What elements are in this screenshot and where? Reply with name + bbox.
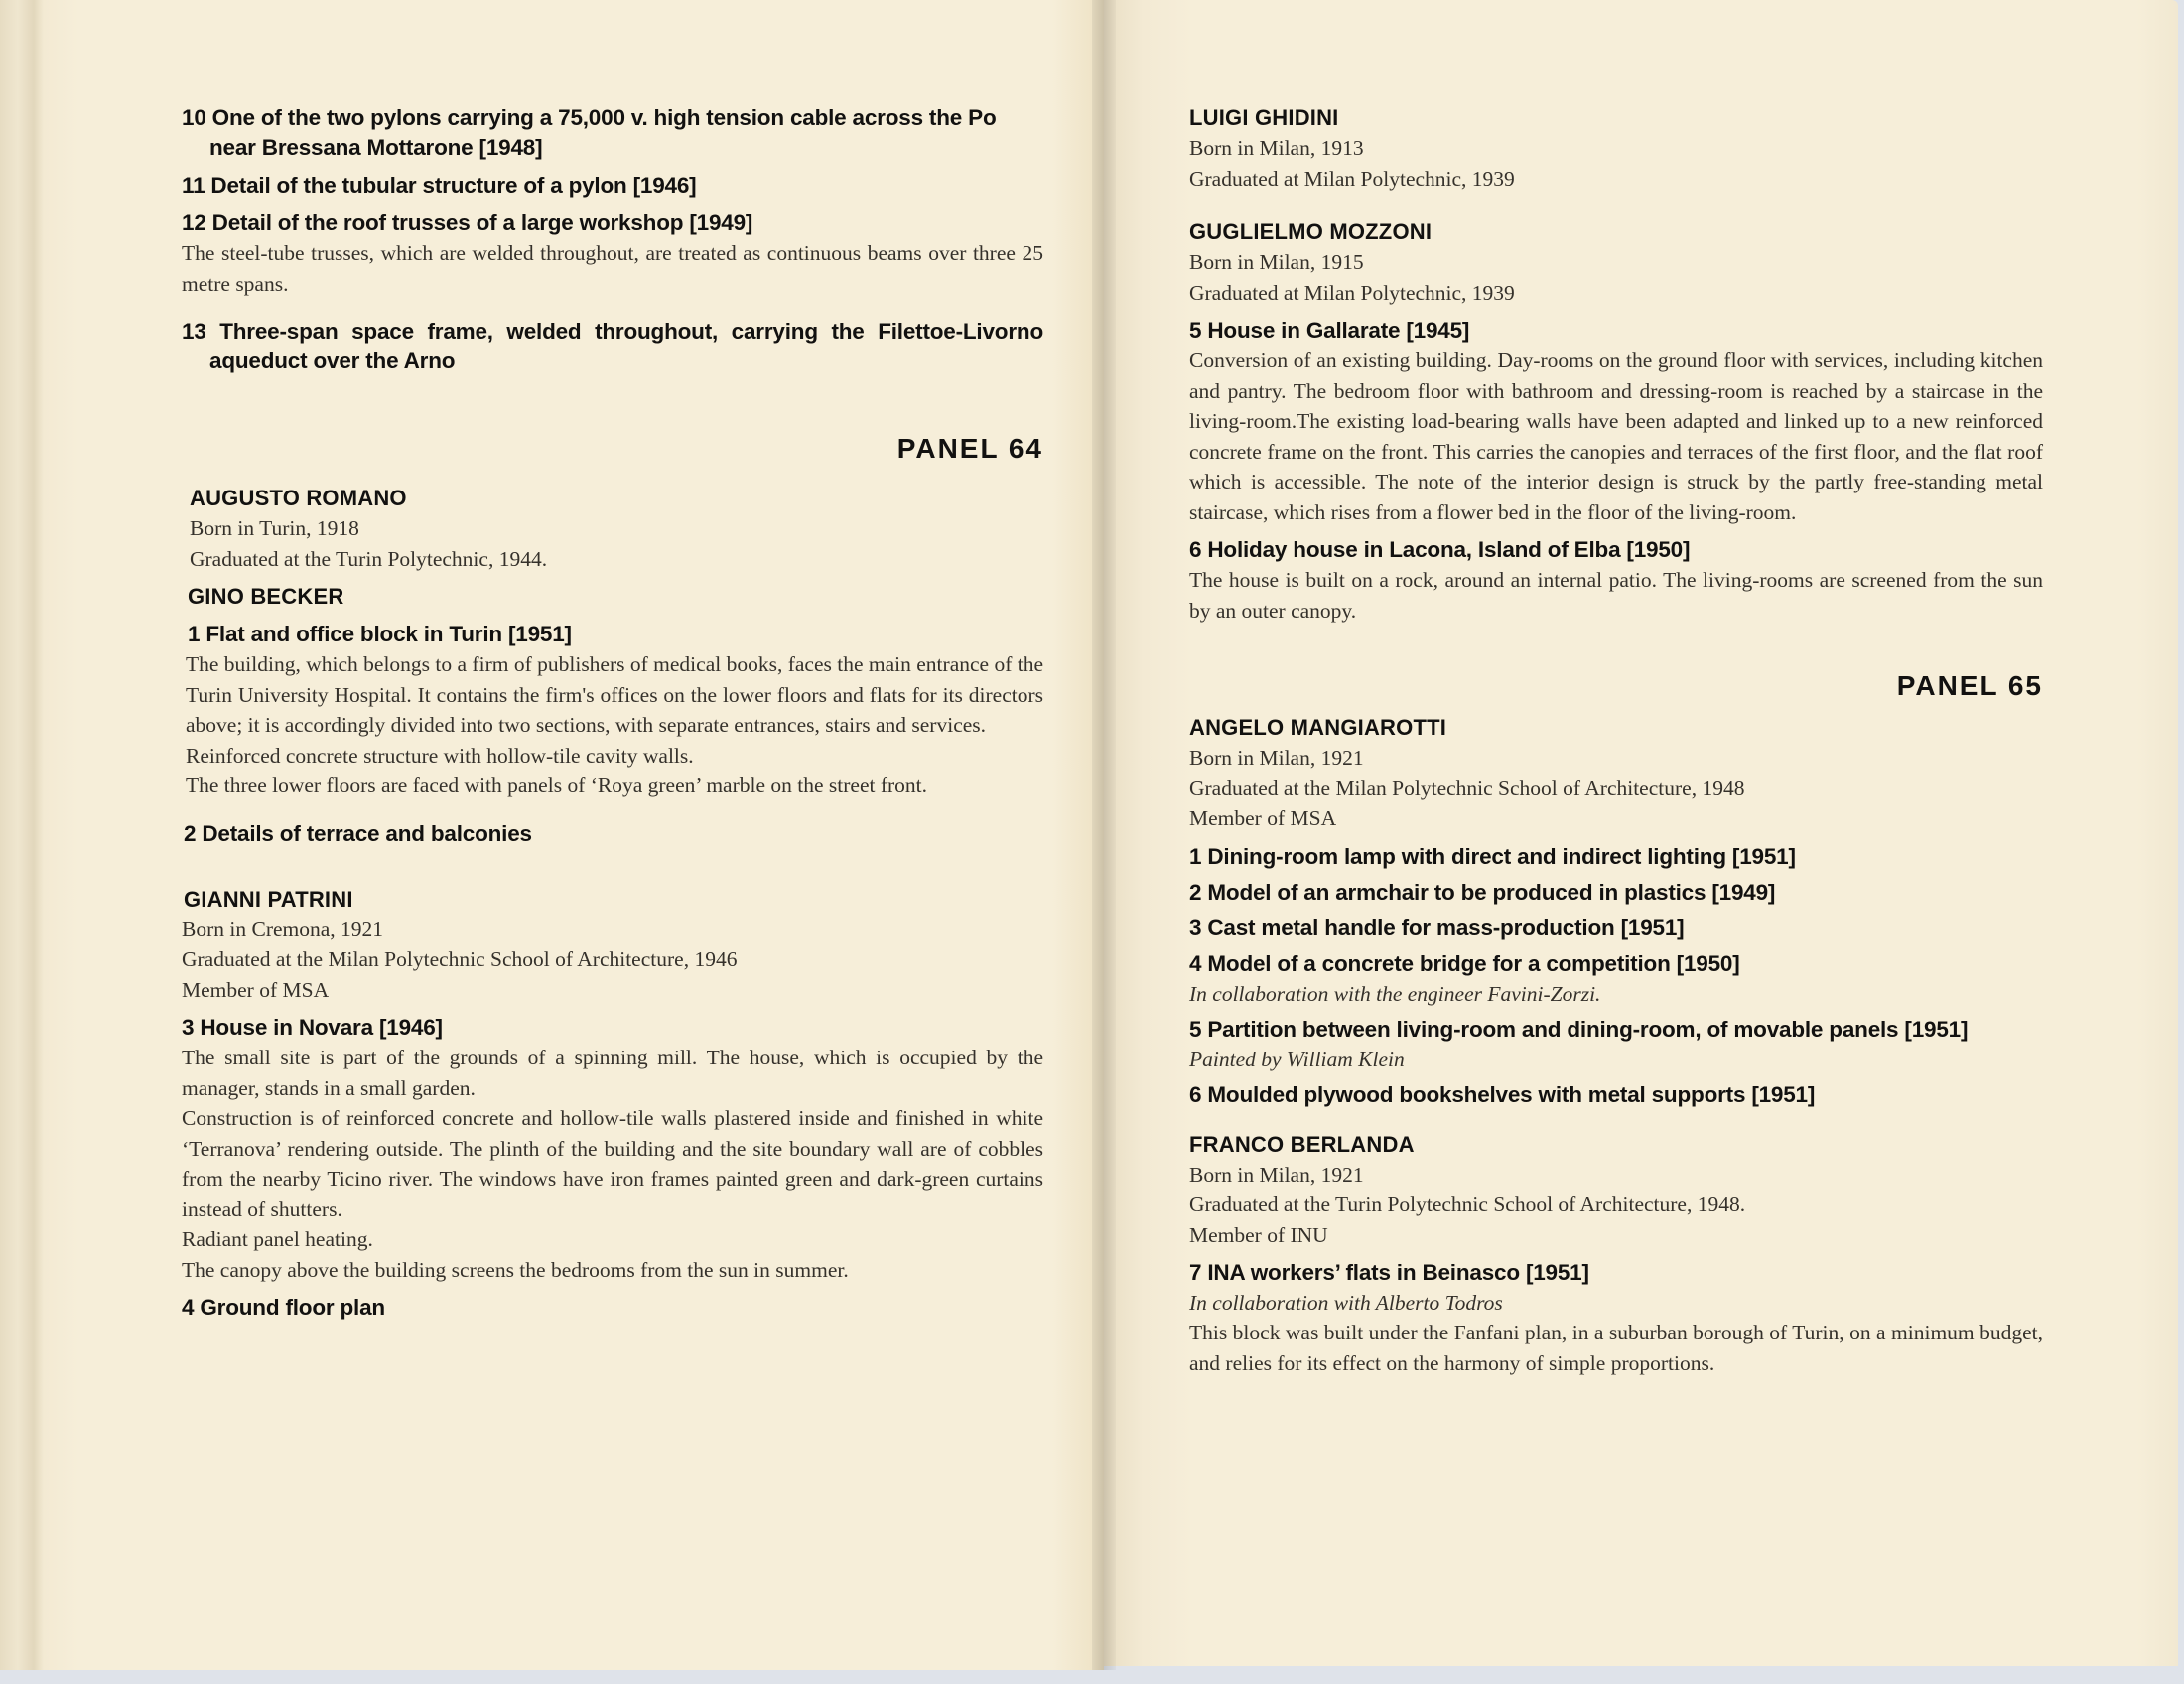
work-body: Conversion of an existing building. Day-rooms on the ground floor with services, including kitchen and pantry. The bedroom floor with bathroom and dressing-room is reached by a staircase in the living-room.The existing load-bearing walls have been adapted and linked up to a new reinforced concrete frame on the front. This carries the canopies and terraces of the first floor, and the flat roof which is accessible. The note of the interior design is struck by the partly free-standing metal staircase, which rises from a flower bed in the floor of the living-room. (1189, 349, 2043, 524)
work-heading: 5 Partition between living-room and dining-room, of movable panels [1951] (1189, 1016, 1969, 1042)
work-body: The three lower floors are faced with panels of ‘Roya green’ marble on the street front. (186, 773, 928, 797)
work-body: This block was built under the Fanfani plan, in a suburban borough of Turin, on a minimum budget, and relies for its effect on the harmony of simple proportions. (1189, 1321, 2043, 1375)
architect-bio: Born in Milan, 1915 (1189, 250, 1364, 274)
work-heading: 4 Ground floor plan (182, 1295, 385, 1320)
work-note: Painted by William Klein (1189, 1047, 1405, 1071)
architect-bio: Member of INU (1189, 1222, 1328, 1247)
book-gutter (1092, 0, 1116, 1670)
work-heading: 5 House in Gallarate [1945] (1189, 318, 1470, 343)
work-heading: 3 Cast metal handle for mass-production [1951] (1189, 914, 1685, 940)
architect-bio: Graduated at the Turin Polytechnic School of Architecture, 1948. (1189, 1193, 1746, 1216)
work-body: Radiant panel heating. (182, 1227, 373, 1251)
architect-bio: Born in Turin, 1918 (190, 516, 359, 540)
caption-11: 11 Detail of the tubular structure of a pylon [1946] (182, 173, 697, 198)
work-heading: 2 Details of terrace and balconies (184, 820, 532, 846)
caption-10: 10 One of the two pylons carrying a 75,000 v. high tension cable across the Po near Bressana Mottarone [1948] (182, 105, 997, 160)
architect-bio: Born in Milan, 1921 (1189, 1162, 1364, 1187)
architect-bio: Graduated at the Milan Polytechnic School of Architecture, 1948 (1189, 775, 1745, 800)
panel-65-title: PANEL 65 (1896, 670, 2043, 701)
caption-12: 12 Detail of the roof trusses of a large workshop [1949] (182, 210, 753, 235)
architect-bio: Graduated at the Milan Polytechnic School of Architecture, 1946 (182, 947, 738, 971)
work-heading: 3 House in Novara [1946] (182, 1015, 443, 1040)
architect-name: GIANNI PATRINI (184, 886, 353, 912)
architect-bio: Graduated at Milan Polytechnic, 1939 (1189, 280, 1515, 305)
architect-bio: Graduated at Milan Polytechnic, 1939 (1189, 166, 1515, 191)
work-body: The small site is part of the grounds of a spinning mill. The house, which is occupied by the manager, stands in a small garden. (182, 1046, 1043, 1100)
architect-name: LUIGI GHIDINI (1189, 105, 1339, 130)
work-heading: 4 Model of a concrete bridge for a competition [1950] (1189, 950, 1740, 976)
caption-13: 13 Three-span space frame, welded throughout, carrying the Filettoe-Livorno aqueduct over the Arno (182, 319, 1043, 373)
work-body: The canopy above the building screens the bedrooms from the sun in summer. (182, 1257, 849, 1282)
architect-name: GUGLIELMO MOZZONI (1189, 219, 1433, 244)
architect-bio: Member of MSA (182, 977, 330, 1002)
caption-12-body: The steel-tube trusses, which are welded throughout, are treated as continuous beams over three 25 metre spans. (182, 241, 1043, 296)
panel-64-title: PANEL 64 (896, 433, 1043, 464)
work-body: The building, which belongs to a firm of publishers of medical books, faces the main entrance of the Turin University Hospital. It contains the firm's offices on the lower floors and flats for its directors above; it is accordingly divided into two sections, with separate entrances, stairs and services. (186, 652, 1043, 737)
architect-bio: Member of MSA (1189, 806, 1337, 830)
architect-bio: Graduated at the Turin Polytechnic, 1944. (190, 546, 548, 571)
work-body: Construction is of reinforced concrete and hollow-tile walls plastered inside and finished in white ‘Terranova’ rendering outside. The plinth of the building and the site boundary wall are of cobbles from the nearby Ticino river. The windows have iron frames painted green and dark-green curtains instead of shutters. (182, 1106, 1043, 1221)
right-page-column (1189, 103, 2043, 1378)
work-heading: 6 Moulded plywood bookshelves with metal supports [1951] (1189, 1081, 1816, 1107)
work-heading: 6 Holiday house in Lacona, Island of Elba [1950] (1189, 537, 1691, 562)
left-page-column (182, 103, 1043, 1323)
work-note: In collaboration with the engineer Favini-Zorzi. (1189, 981, 1601, 1006)
work-note: In collaboration with Alberto Todros (1189, 1291, 1503, 1315)
work-body: Reinforced concrete structure with hollow-tile cavity walls. (186, 743, 694, 768)
work-body: The house is built on a rock, around an internal patio. The living-rooms are screened from the sun by an outer canopy. (1189, 568, 2043, 623)
architect-name: FRANCO BERLANDA (1189, 1131, 1415, 1157)
architect-bio: Born in Milan, 1921 (1189, 746, 1364, 770)
work-heading: 2 Model of an armchair to be produced in plastics [1949] (1189, 879, 1776, 905)
architect-name: AUGUSTO ROMANO (190, 486, 407, 510)
architect-name: ANGELO MANGIAROTTI (1189, 715, 1447, 740)
work-heading: 1 Dining-room lamp with direct and indirect lighting [1951] (1189, 843, 1796, 869)
work-heading: 7 INA workers’ flats in Beinasco [1951] (1189, 1260, 1589, 1285)
architect-name: GINO BECKER (188, 584, 344, 609)
architect-bio: Born in Milan, 1913 (1189, 136, 1364, 160)
work-heading: 1 Flat and office block in Turin [1951] (188, 622, 572, 646)
architect-bio: Born in Cremona, 1921 (182, 916, 384, 941)
